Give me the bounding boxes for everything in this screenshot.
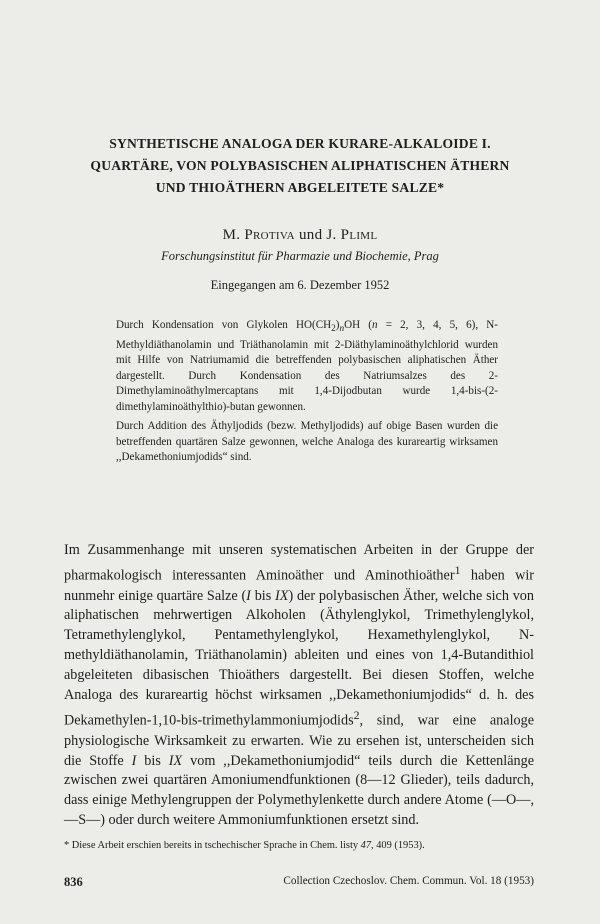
footnote-text: , 409 (1953). — [371, 840, 425, 851]
reference-mark: 1 — [454, 562, 461, 577]
footnote — [64, 840, 534, 851]
author-2-name: Pliml — [340, 227, 378, 243]
affiliation: Forschungsinstitut für Pharmazie und Biochemie, Prag — [161, 249, 439, 263]
abstract-text: OH ( — [344, 319, 372, 331]
subscript: 2 — [331, 324, 336, 335]
footnote-text: * Diese Arbeit erschien bereits in tschechischer Sprache in Chem. listy — [64, 840, 361, 851]
page-number: 836 — [64, 875, 83, 889]
abstract-paragraph-1 — [116, 318, 498, 415]
body-segment: vom ,,Dekamethoniumjodid“ teils durch die Kettenlänge zwischen zwei quartären Amoniumendfunktionen (8—12 Glieder), teils dadurch, dass einige Methylengruppen der Polymethylenkette durch andere Atome (—O—, —S—) oder durch weitere Ammoniumfunktionen ersetzt sind. — [64, 752, 534, 829]
reference-mark: 2 — [353, 707, 360, 722]
journal-reference: Collection Czechoslov. Chem. Commun. Vol. 18 (1953) — [283, 875, 534, 887]
authors — [0, 227, 600, 244]
body-segment: bis — [250, 587, 276, 604]
body-segment: haben wir nunmehr einige quartäre Salze ( — [64, 567, 535, 604]
abstract-text: = 2, 3, 4, 5, 6), N-Methyldiäthanolamin und Triäthanolamin mit 2-Diäthylaminoäthylchlorid wurden mit Hilfe von Natriumamid die betreffenden polybasischen aliphatischen Äther dargestellt. Durch Kondensation des Natriumsalzes des 2-Dimethylaminoäthylmercaptans mit 1,4-Dijodbutan wurde 1,4-bis-(2-dimethylaminoäthylthio)-butan gewonnen. — [116, 319, 498, 413]
author-conjunction: und — [294, 227, 327, 243]
abstract-text: Durch Kondensation von Glykolen HO(CH — [116, 319, 332, 331]
italic-n: n — [371, 319, 378, 331]
title-line-1: SYNTHETISCHE ANALOGA DER KURARE-ALKALOIDE I. — [109, 136, 491, 151]
title-line-2: QUARTÄRE, VON POLYBASISCHEN ALIPHATISCHEN ÄTHERN — [90, 158, 510, 173]
author-1-name: Protiva — [244, 227, 295, 243]
abstract-text: ) — [335, 319, 340, 331]
body-paragraph — [64, 541, 534, 831]
body-segment: ) der polybasischen Äther, welche sich von aliphatischen mehrwertigen Alkoholen (Äthylenglykol, Trimethylenglykol, Tetramethylenglykol, Pentamethylenglykol, Hexamethylenglykol, N-methyldiäthanolamin, Triäthanolamin) ableiten und eines von 1,4-Butandithiol abgeleiteten dibasischen Thioäthers dargestellt. Bei diesen Stoffen, welche Analoga des kurareartig höchst wirksamen ,,Dekamethoniumjodids“ d. h. des Dekamethylen-1,10-bis-trimethylammoniumjodids — [64, 587, 534, 729]
body-segment: bis — [136, 752, 169, 769]
body-segment: , sind, war eine analoge physiologische Wirksamkeit zu erwarten. Wie zu ersehen ist, unterscheiden sich die Stoffe — [64, 712, 534, 769]
body-text — [64, 541, 534, 831]
compound-number: I — [246, 587, 251, 604]
abstract — [116, 318, 498, 466]
author-2-initial: J. — [326, 227, 341, 243]
abstract-paragraph-2: Durch Addition des Äthyljodids (bezw. Methyljodids) auf obige Basen wurden die betreffenden quartären Salze gewonnen, welche Analoga des kurareartig wirksamen ,,Dekamethoniumjodids“ sind. — [116, 420, 498, 464]
subscript-n: n — [339, 324, 345, 335]
footnote-volume: 47 — [360, 840, 372, 851]
body-segment: Im Zusammenhange mit unseren systematischen Arbeiten in der Gruppe der pharmakologisch interessanten Aminoäther und Aminothioäther — [64, 542, 534, 584]
received-date: Eingegangen am 6. Dezember 1952 — [210, 278, 390, 292]
title-line-3: UND THIOÄTHERN ABGELEITETE SALZE* — [155, 180, 445, 195]
compound-number: I — [131, 752, 137, 769]
article-title — [60, 133, 540, 199]
compound-number: IX — [275, 587, 289, 604]
author-1-initial: M. — [222, 227, 245, 243]
compound-number: IX — [168, 752, 183, 769]
